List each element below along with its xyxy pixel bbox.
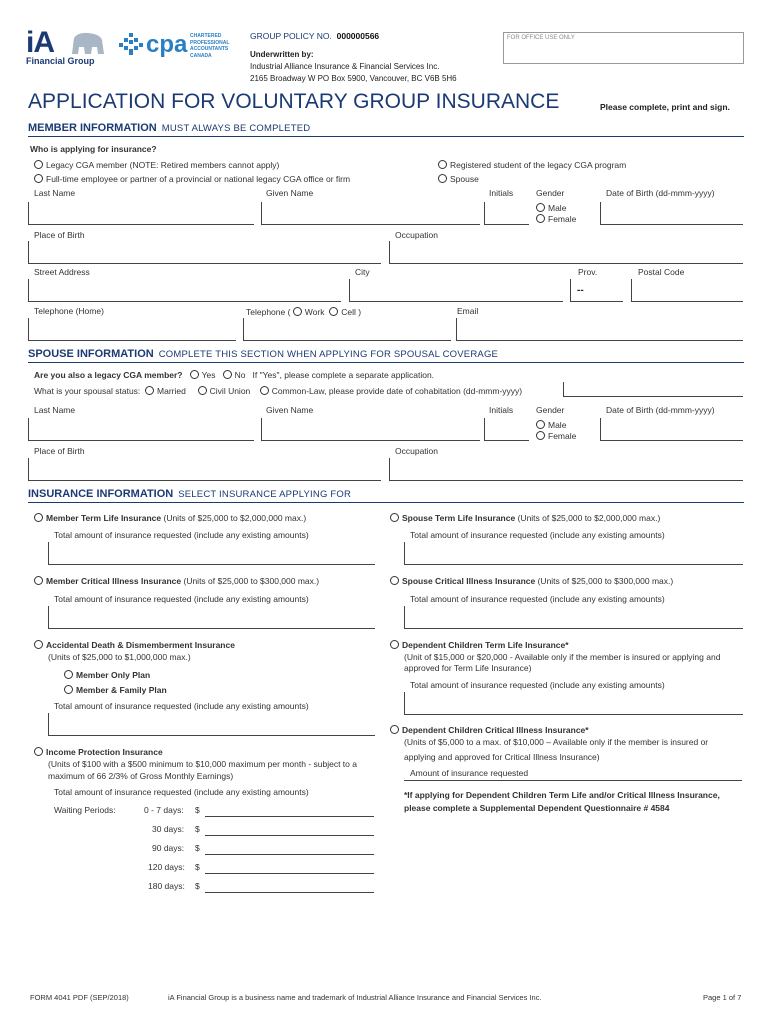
no-radio-icon[interactable] xyxy=(223,370,232,379)
radio-icon[interactable] xyxy=(34,513,43,522)
radio-icon[interactable] xyxy=(390,725,399,734)
stl-total-label: Total amount of insurance requested (include any existing amounts) xyxy=(410,530,665,540)
email-field[interactable] xyxy=(456,318,743,341)
radio-icon[interactable] xyxy=(536,431,545,440)
dependent-note-line1: *If applying for Dependent Children Term Life and/or Critical Illness Insurance, xyxy=(404,790,720,800)
sci-title: Spouse Critical Illness Insurance xyxy=(402,576,536,586)
member-term-life-option[interactable] xyxy=(34,513,306,523)
spouse-dob-label: Date of Birth (dd-mmm-yyyy) xyxy=(606,405,715,415)
page-number: Page 1 of 7 xyxy=(703,993,742,1002)
form-number: FORM 4041 PDF (SEP/2018) xyxy=(30,993,129,1002)
add-opt2-label: Member & Family Plan xyxy=(76,685,167,695)
street-field[interactable] xyxy=(28,279,341,302)
given-name-label: Given Name xyxy=(266,188,314,198)
ip-title: Income Protection Insurance xyxy=(46,747,163,757)
radio-icon[interactable] xyxy=(536,203,545,212)
wp3-label: 90 days: xyxy=(152,843,185,853)
student-option[interactable] xyxy=(438,160,626,170)
radio-icon[interactable] xyxy=(438,160,447,169)
prov-select[interactable] xyxy=(570,279,623,302)
spouse-term-life-option[interactable] xyxy=(390,513,660,523)
initials-field[interactable] xyxy=(484,202,529,225)
underwritten-label: Underwritten by: xyxy=(250,50,314,59)
initials-label: Initials xyxy=(489,188,514,198)
dcci-amount-field[interactable] xyxy=(404,760,742,781)
add-option[interactable] xyxy=(34,640,235,650)
employee-label: Full-time employee or partner of a provincial or national legacy CGA office or firm xyxy=(46,174,351,184)
occupation-field[interactable] xyxy=(389,241,743,264)
wp1-dollar: $ xyxy=(195,805,200,815)
income-protection-option[interactable] xyxy=(34,747,163,757)
dcci-title: Dependent Children Critical Illness Insurance* xyxy=(402,725,589,735)
civil-radio-icon[interactable] xyxy=(198,386,207,395)
spouse-dob-field[interactable] xyxy=(600,418,743,441)
spouse-gender-label: Gender xyxy=(536,405,565,415)
wp1-amount-field[interactable] xyxy=(205,816,374,817)
married-label: Married xyxy=(157,386,186,396)
city-label: City xyxy=(355,267,370,277)
mtl-total-label: Total amount of insurance requested (include any existing amounts) xyxy=(54,530,309,540)
ip-total-label: Total amount of insurance requested (include any existing amounts) xyxy=(54,787,309,797)
wp2-dollar: $ xyxy=(195,824,200,834)
radio-icon[interactable] xyxy=(390,513,399,522)
spouse-critical-illness-option[interactable] xyxy=(390,576,673,586)
legacy-member-label: Legacy CGA member (NOTE: Retired members cannot apply) xyxy=(46,160,280,170)
wp2-amount-field[interactable] xyxy=(205,835,374,836)
dependent-note-line2: please complete a Supplemental Dependent Questionnaire # 4584 xyxy=(404,803,670,813)
mci-units: (Units of $25,000 to $300,000 max.) xyxy=(183,576,320,586)
add-units: (Units of $25,000 to $1,000,000 max.) xyxy=(48,652,191,662)
spouse-occupation-label: Occupation xyxy=(395,446,438,456)
stl-title: Spouse Term Life Insurance xyxy=(402,513,516,523)
tel-prefix: Telephone ( xyxy=(246,307,291,317)
legacy-question: Are you also a legacy CGA member? xyxy=(34,370,183,380)
prov-value: -- xyxy=(577,285,584,296)
wp4-label: 120 days: xyxy=(148,862,185,872)
occupation-label: Occupation xyxy=(395,230,438,240)
who-applying-question: Who is applying for insurance? xyxy=(30,144,157,154)
stl-amount-field[interactable] xyxy=(404,542,743,565)
add-member-only-option[interactable] xyxy=(64,670,150,680)
postal-label: Postal Code xyxy=(638,267,685,277)
member-subheading: MUST ALWAYS BE COMPLETED xyxy=(161,123,311,134)
spouse-male-label: Male xyxy=(548,420,567,430)
legacy-member-option[interactable] xyxy=(34,160,279,170)
mtl-amount-field[interactable] xyxy=(48,542,375,565)
dctl-amount-field[interactable] xyxy=(404,692,743,715)
gender-label: Gender xyxy=(536,188,565,198)
tel-cell: Cell ) xyxy=(341,307,362,317)
yes-radio-icon[interactable] xyxy=(190,370,199,379)
wp2-label: 30 days: xyxy=(152,824,185,834)
tel-work-cell-label xyxy=(246,307,361,317)
add-title: Accidental Death & Dismemberment Insurance xyxy=(46,640,235,650)
member-section-header xyxy=(28,122,744,137)
cpa-sub1: CHARTERED xyxy=(190,33,222,39)
insurance-section-header xyxy=(28,488,744,503)
radio-icon[interactable] xyxy=(34,160,43,169)
insurance-heading: INSURANCE INFORMATION xyxy=(28,488,174,500)
radio-icon[interactable] xyxy=(390,640,399,649)
dob-label: Date of Birth (dd-mmm-yyyy) xyxy=(606,188,715,198)
spouse-last-name-field[interactable] xyxy=(28,418,254,441)
employee-option[interactable] xyxy=(34,174,350,184)
radio-icon[interactable] xyxy=(34,576,43,585)
dependent-term-life-option[interactable] xyxy=(390,640,569,650)
trademark-notice: iA Financial Group is a business name and trademark of Industrial Alliance Insurance and Financial Services Inc. xyxy=(168,993,542,1002)
tel-home-field[interactable] xyxy=(28,318,236,341)
office-use-label: FOR OFFICE USE ONLY xyxy=(507,35,575,41)
spouse-male-option[interactable] xyxy=(536,420,566,430)
place-of-birth-label: Place of Birth xyxy=(34,230,85,240)
cpa-sub3: ACCOUNTANTS xyxy=(190,46,229,52)
married-radio-icon[interactable] xyxy=(145,386,154,395)
ip-units-line2: maximum of 66 2/3% of Gross Monthly Earnings) xyxy=(48,771,234,781)
status-question: What is your spousal status: xyxy=(34,386,141,396)
dcci-amount-label: Amount of insurance requested xyxy=(410,768,529,778)
radio-icon[interactable] xyxy=(536,214,545,223)
city-field[interactable] xyxy=(349,279,563,302)
postal-field[interactable] xyxy=(631,279,743,302)
spouse-option[interactable] xyxy=(438,174,479,184)
no-label: No xyxy=(234,370,246,380)
underwriter-name: Industrial Alliance Insurance & Financial Services Inc. xyxy=(250,62,440,71)
cohabitation-date-field[interactable] xyxy=(563,382,743,397)
spousal-status-row xyxy=(34,386,522,396)
spouse-initials-label: Initials xyxy=(489,405,514,415)
wp5-amount-field[interactable] xyxy=(205,892,374,893)
instruction-text: Please complete, print and sign. xyxy=(600,102,730,112)
male-option[interactable] xyxy=(536,203,566,213)
spouse-last-name-label: Last Name xyxy=(34,405,76,415)
spouse-initials-field[interactable] xyxy=(484,418,529,441)
add-total-label: Total amount of insurance requested (include any existing amounts) xyxy=(54,701,309,711)
radio-icon[interactable] xyxy=(64,685,73,694)
dctl-units-line1: (Unit of $15,000 or $20,000 - Available only if the member is insured or applying and xyxy=(404,652,721,662)
prov-label: Prov. xyxy=(578,267,598,277)
spouse-section-header xyxy=(28,348,744,363)
mci-total-label: Total amount of insurance requested (include any existing amounts) xyxy=(54,594,309,604)
member-critical-illness-option[interactable] xyxy=(34,576,319,586)
place-of-birth-field[interactable] xyxy=(28,241,381,264)
civil-label: Civil Union xyxy=(209,386,251,396)
cpa-sub4: CANADA xyxy=(190,52,212,59)
student-label: Registered student of the legacy CGA program xyxy=(450,160,627,170)
dctl-units-line2: approved for Term Life Insurance) xyxy=(404,663,532,673)
dctl-title: Dependent Children Term Life Insurance* xyxy=(402,640,569,650)
spouse-female-option[interactable] xyxy=(536,431,576,441)
sci-amount-field[interactable] xyxy=(404,606,743,629)
wp4-amount-field[interactable] xyxy=(205,873,374,874)
add-family-option[interactable] xyxy=(64,685,167,695)
spouse-place-of-birth-label: Place of Birth xyxy=(34,446,85,456)
spouse-given-name-label: Given Name xyxy=(266,405,314,415)
wp3-dollar: $ xyxy=(195,843,200,853)
wp5-dollar: $ xyxy=(195,881,200,891)
male-label: Male xyxy=(548,203,567,213)
elephant-icon xyxy=(70,30,106,58)
radio-icon[interactable] xyxy=(438,174,447,183)
spouse-female-label: Female xyxy=(548,431,577,441)
sci-units: (Units of $25,000 to $300,000 max.) xyxy=(537,576,674,586)
common-radio-icon[interactable] xyxy=(260,386,269,395)
spouse-label: Spouse xyxy=(450,174,479,184)
radio-icon[interactable] xyxy=(390,576,399,585)
cpa-logo-subtext xyxy=(190,33,229,59)
spouse-subheading: COMPLETE THIS SECTION WHEN APPLYING FOR SPOUSAL COVERAGE xyxy=(158,349,499,360)
mci-title: Member Critical Illness Insurance xyxy=(46,576,182,586)
stl-units: (Units of $25,000 to $2,000,000 max.) xyxy=(517,513,661,523)
email-label: Email xyxy=(457,306,479,316)
last-name-label: Last Name xyxy=(34,188,76,198)
radio-icon[interactable] xyxy=(34,174,43,183)
office-use-box xyxy=(503,32,744,64)
insurance-subheading: SELECT INSURANCE APPLYING FOR xyxy=(178,489,352,500)
common-label: Common-Law, please provide date of cohabitation (dd-mmm-yyyy) xyxy=(271,386,523,396)
cell-radio-icon[interactable] xyxy=(329,307,338,316)
dob-field[interactable] xyxy=(600,202,743,225)
member-heading: MEMBER INFORMATION xyxy=(28,122,157,134)
ia-logo-subtext: Financial Group xyxy=(26,56,95,66)
policy-label: GROUP POLICY NO. xyxy=(250,31,332,41)
last-name-field[interactable] xyxy=(28,202,254,225)
spouse-place-of-birth-field[interactable] xyxy=(28,458,381,481)
mci-amount-field[interactable] xyxy=(48,606,375,629)
radio-icon[interactable] xyxy=(64,670,73,679)
wp3-amount-field[interactable] xyxy=(205,854,374,855)
legacy-question-row xyxy=(34,370,434,380)
cpa-sub2: PROFESSIONAL xyxy=(190,39,230,46)
radio-icon[interactable] xyxy=(536,420,545,429)
yes-label: Yes xyxy=(201,370,216,380)
dcci-units-line1: (Units of $5,000 to a max. of $10,000 – Available only if the member is insured or xyxy=(404,737,709,747)
legacy-note: If "Yes", please complete a separate application. xyxy=(252,370,435,380)
page-title: APPLICATION FOR VOLUNTARY GROUP INSURANCE xyxy=(28,90,560,113)
cpa-logo-text: cpa xyxy=(146,31,188,58)
spouse-heading: SPOUSE INFORMATION xyxy=(28,348,154,360)
policy-value: 000000566 xyxy=(336,31,380,41)
mtl-units: (Units of $25,000 to $2,000,000 max.) xyxy=(163,513,307,523)
ia-logo-text: iA xyxy=(26,26,54,59)
mtl-title: Member Term Life Insurance xyxy=(46,513,162,523)
spouse-occupation-field[interactable] xyxy=(389,458,743,481)
wp4-dollar: $ xyxy=(195,862,200,872)
waiting-periods-label: Waiting Periods: xyxy=(54,805,116,815)
dcci-units-line2: applying and approved for Critical Illness Insurance) xyxy=(404,752,600,762)
wp5-label: 180 days: xyxy=(148,881,185,891)
tel-home-label: Telephone (Home) xyxy=(34,306,104,316)
ip-units-line1: (Units of $100 with a $500 minimum to $10,000 maximum per month - subject to a xyxy=(48,759,357,769)
spouse-given-name-field[interactable] xyxy=(261,418,480,441)
female-label: Female xyxy=(548,214,577,224)
dctl-total-label: Total amount of insurance requested (include any existing amounts) xyxy=(410,680,665,690)
given-name-field[interactable] xyxy=(261,202,480,225)
tel-work-field[interactable] xyxy=(243,318,451,341)
maple-leaf-icon xyxy=(118,32,144,58)
street-label: Street Address xyxy=(34,267,90,277)
wp1-label: 0 - 7 days: xyxy=(144,805,184,815)
radio-icon[interactable] xyxy=(34,640,43,649)
add-amount-field[interactable] xyxy=(48,713,375,736)
female-option[interactable] xyxy=(536,214,576,224)
policy-number xyxy=(250,31,379,41)
work-radio-icon[interactable] xyxy=(293,307,302,316)
tel-work: Work xyxy=(304,307,325,317)
add-opt1-label: Member Only Plan xyxy=(76,670,151,680)
sci-total-label: Total amount of insurance requested (include any existing amounts) xyxy=(410,594,665,604)
dependent-critical-illness-option[interactable] xyxy=(390,725,589,735)
underwriter-address: 2165 Broadway W PO Box 5900, Vancouver, BC V6B 5H6 xyxy=(250,74,457,83)
radio-icon[interactable] xyxy=(34,747,43,756)
